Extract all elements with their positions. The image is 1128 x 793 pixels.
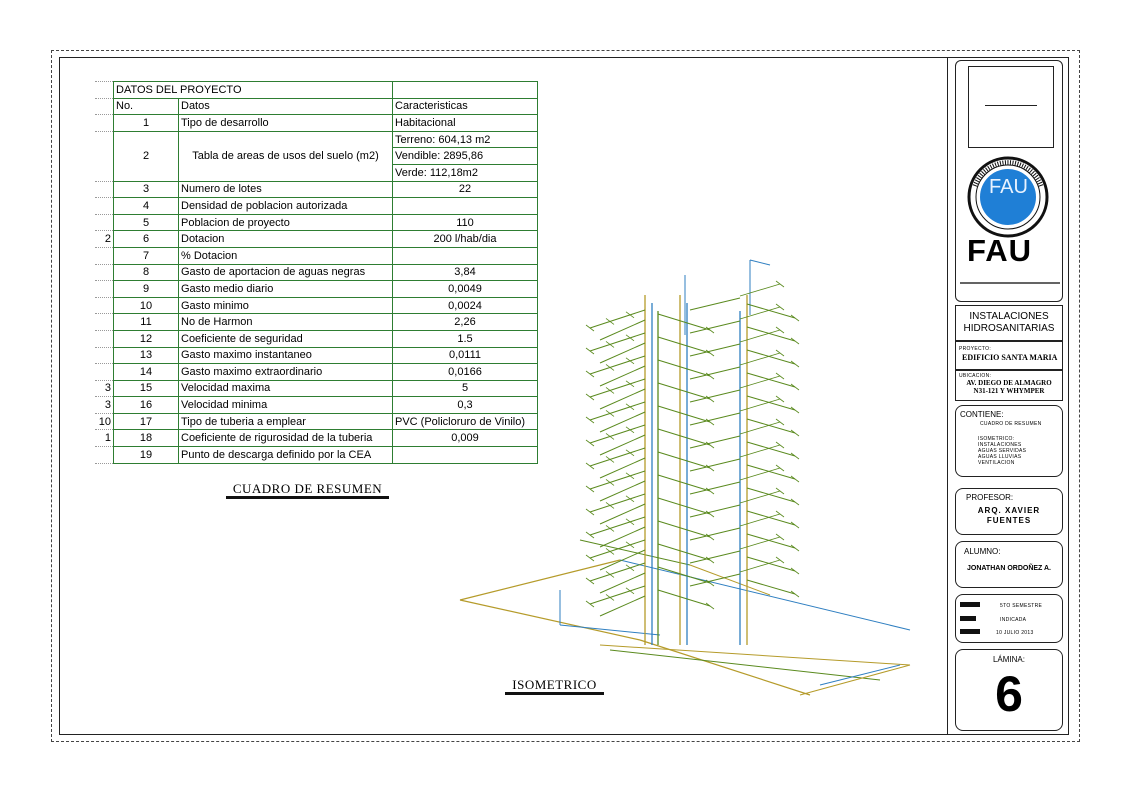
row-caracteristica: 3,84 <box>393 264 538 281</box>
fixture-mark <box>791 361 799 367</box>
table-row <box>95 198 538 215</box>
branch-pipe <box>690 298 740 310</box>
logo-fine-print <box>960 282 1060 284</box>
row-side-number <box>95 447 114 464</box>
row-dato: Velocidad minima <box>179 397 393 414</box>
fixture-mark <box>586 371 594 377</box>
branch-pipe <box>747 534 795 548</box>
branch-pipe <box>747 350 795 364</box>
row-no: 15 <box>114 380 179 397</box>
profesor-line-1: ARQ. XAVIER <box>977 506 1041 515</box>
branch-pipe <box>590 540 645 558</box>
row-caracteristica: 0,0024 <box>393 297 538 314</box>
branch-pipe <box>747 419 795 433</box>
fixture-mark <box>776 557 784 563</box>
ubicacion-line-2: N31-121 Y WHYMPER <box>973 387 1045 395</box>
branch-pipe <box>690 390 740 402</box>
row-side-number <box>95 281 114 298</box>
branch-pipe <box>590 310 645 328</box>
fixture-mark <box>586 348 594 354</box>
row-no: 13 <box>114 347 179 364</box>
table-row <box>95 231 538 248</box>
fixture-mark <box>606 479 614 485</box>
branch-pipe <box>658 406 710 422</box>
fixture-mark <box>776 327 784 333</box>
branch-pipe <box>747 511 795 525</box>
row-no: 9 <box>114 281 179 298</box>
branch-pipe <box>690 321 740 333</box>
row-no: 14 <box>114 364 179 381</box>
row-dato: Tipo de tuberia a emplear <box>179 413 393 430</box>
row-no: 10 <box>114 297 179 314</box>
contiene-item-3: INSTALACIONES <box>978 442 1022 448</box>
fixture-mark <box>776 419 784 425</box>
alumno-value: JONATHAN ORDOÑEZ A. <box>967 565 1051 572</box>
fixture-mark <box>791 338 799 344</box>
fixture-mark <box>706 603 714 609</box>
row-dato: Gasto maximo instantaneo <box>179 347 393 364</box>
fixture-mark <box>776 396 784 402</box>
row-caracteristica <box>393 198 538 215</box>
row-side-number: 3 <box>95 397 114 414</box>
table-row <box>95 181 538 198</box>
branch-pipe <box>690 482 740 494</box>
row-caracteristica: 0,0166 <box>393 364 538 381</box>
fixture-mark <box>606 594 614 600</box>
row-dato: Velocidad maxima <box>179 380 393 397</box>
base-pipe <box>460 600 640 640</box>
fixture-mark <box>606 456 614 462</box>
lamina-label: LÁMINA: <box>992 655 1025 664</box>
branch-pipe <box>658 429 710 445</box>
fixture-mark <box>586 509 594 515</box>
fixture-mark <box>776 350 784 356</box>
contiene-item-1: CUADRO DE RESUMEN <box>980 421 1042 427</box>
profesor-box <box>955 488 1063 535</box>
row-no: 17 <box>114 413 179 430</box>
fixture-mark <box>606 364 614 370</box>
seal-text: FAU <box>989 176 1028 198</box>
branch-pipe <box>690 413 740 425</box>
branch-pipe <box>747 488 795 502</box>
base-pipe <box>800 665 910 695</box>
fixture-mark <box>606 341 614 347</box>
title-block-separator <box>947 57 948 735</box>
table-row <box>95 115 538 132</box>
fixture-mark <box>791 315 799 321</box>
branch-pipe <box>740 399 780 411</box>
fixture-mark <box>626 427 634 433</box>
fixture-mark <box>626 588 634 594</box>
branch-pipe <box>747 396 795 410</box>
branch-pipe <box>658 452 710 468</box>
branch-pipe <box>740 491 780 503</box>
branch-pipe <box>747 327 795 341</box>
base-pipe <box>640 640 810 695</box>
row-no: 11 <box>114 314 179 331</box>
branch-pipe <box>590 356 645 374</box>
fixture-mark <box>606 525 614 531</box>
row-caracteristica: Verde: 112,18m2 <box>393 164 538 181</box>
fixture-mark <box>606 318 614 324</box>
fixture-mark <box>626 312 634 318</box>
fixture-mark <box>626 496 634 502</box>
branch-pipe <box>740 514 780 526</box>
row-dato: Tipo de desarrollo <box>179 115 393 132</box>
row-dato: Poblacion de proyecto <box>179 214 393 231</box>
branch-pipe <box>590 448 645 466</box>
fixture-mark <box>791 568 799 574</box>
row-caracteristica: 0,3 <box>393 397 538 414</box>
isometrico-caption: ISOMETRICO <box>512 677 597 692</box>
fixture-mark <box>586 394 594 400</box>
fixture-mark <box>776 373 784 379</box>
row-no: 1 <box>114 115 179 132</box>
branch-pipe <box>590 425 645 443</box>
row-no: 7 <box>114 247 179 264</box>
row-caracteristica: Habitacional <box>393 115 538 132</box>
contiene-box <box>955 405 1063 477</box>
lamina-box <box>955 649 1063 731</box>
row-caracteristica: 1.5 <box>393 330 538 347</box>
fixture-mark <box>586 463 594 469</box>
proyecto-label: PROYECTO: <box>959 346 992 352</box>
row-caracteristica: 0,0111 <box>393 347 538 364</box>
row-dato: No de Harmon <box>179 314 393 331</box>
row-no: 4 <box>114 198 179 215</box>
row-dato: Dotacion <box>179 231 393 248</box>
row-dato: Gasto medio diario <box>179 281 393 298</box>
branch-pipe <box>590 379 645 397</box>
branch-pipe <box>740 422 780 434</box>
row-side-number <box>95 198 114 215</box>
fixture-mark <box>586 555 594 561</box>
row-caracteristica: 2,26 <box>393 314 538 331</box>
branch-pipe <box>590 517 645 535</box>
branch-pipe <box>747 557 795 571</box>
row-side-number <box>95 364 114 381</box>
base-pipe <box>620 560 910 630</box>
fixture-mark <box>791 453 799 459</box>
fixture-mark <box>626 404 634 410</box>
fixture-mark <box>791 476 799 482</box>
branch-pipe <box>658 498 710 514</box>
branch-pipe <box>690 459 740 471</box>
branch-pipe <box>590 494 645 512</box>
branch-pipe <box>740 468 780 480</box>
table-row <box>95 131 538 148</box>
branch-pipe <box>740 537 780 549</box>
row-side-number: 2 <box>95 231 114 248</box>
row-side-number <box>95 214 114 231</box>
row-side-number <box>95 314 114 331</box>
row-side-number <box>95 131 114 181</box>
vent-pipe <box>750 260 770 265</box>
fixture-mark <box>586 325 594 331</box>
fau-logo-text: FAU <box>967 233 1032 268</box>
table-columns-row <box>95 98 538 115</box>
branch-pipe <box>690 551 740 563</box>
branch-pipe <box>658 544 710 560</box>
row-caracteristica: 5 <box>393 380 538 397</box>
fixture-mark <box>586 578 594 584</box>
row-no: 16 <box>114 397 179 414</box>
alumno-label: ALUMNO: <box>964 547 1001 556</box>
resumen-caption: CUADRO DE RESUMEN <box>232 481 383 496</box>
contiene-item-2: ISOMETRICO: <box>978 436 1015 442</box>
base-pipe <box>600 645 910 665</box>
fixture-mark <box>626 358 634 364</box>
row-dato: Densidad de poblacion autorizada <box>179 198 393 215</box>
row-dato: Punto de descarga definido por la CEA <box>179 447 393 464</box>
row-no: 5 <box>114 214 179 231</box>
row-side-number <box>95 115 114 132</box>
row-dato: Coeficiente de seguridad <box>179 330 393 347</box>
fixture-mark <box>791 384 799 390</box>
branch-pipe <box>690 528 740 540</box>
ubicacion-label: UBICACION: <box>959 373 992 379</box>
iso-risers <box>645 260 770 645</box>
fixture-mark <box>776 511 784 517</box>
column-header-datos: Datos <box>179 98 393 115</box>
fixture-mark <box>776 304 784 310</box>
branch-pipe <box>590 471 645 489</box>
branch-pipe <box>690 344 740 356</box>
branch-pipe <box>690 574 740 586</box>
fixture-mark <box>776 442 784 448</box>
column-header-no: No. <box>114 98 179 115</box>
ubicacion-line-1: AV. DIEGO DE ALMAGRO <box>966 379 1052 387</box>
fixture-mark <box>776 534 784 540</box>
row-side-number <box>95 181 114 198</box>
row-side-number: 3 <box>95 380 114 397</box>
fixture-mark <box>586 601 594 607</box>
fixture-mark <box>626 381 634 387</box>
info-box <box>955 594 1063 643</box>
alumno-box <box>955 541 1063 588</box>
branch-pipe <box>740 307 780 319</box>
ubicacion-box <box>955 370 1063 401</box>
branch-pipe <box>658 590 710 606</box>
fixture-mark <box>776 488 784 494</box>
lamina-number: 6 <box>995 666 1023 722</box>
branch-pipe <box>740 560 780 572</box>
branch-pipe <box>690 505 740 517</box>
branch-pipe <box>740 445 780 457</box>
branch-pipe <box>740 376 780 388</box>
row-dato: Gasto de aportacion de aguas negras <box>179 264 393 281</box>
info-escala: INDICADA <box>1000 617 1027 623</box>
row-side-number <box>95 330 114 347</box>
fixture-mark <box>586 486 594 492</box>
fixture-mark <box>791 545 799 551</box>
subject-box <box>955 305 1063 341</box>
row-caracteristica: 0,009 <box>393 430 538 447</box>
info-fecha: 10 JULIO 2013 <box>996 630 1034 636</box>
branch-pipe <box>740 353 780 365</box>
row-dato: Gasto maximo extraordinario <box>179 364 393 381</box>
branch-pipe <box>658 475 710 491</box>
fixture-mark <box>586 532 594 538</box>
row-no: 2 <box>114 131 179 181</box>
contiene-item-4: AGUAS SERVIDAS <box>978 448 1027 454</box>
fixture-mark <box>791 522 799 528</box>
resumen-underline <box>226 496 389 499</box>
fixture-mark <box>626 519 634 525</box>
row-dato: Tabla de areas de usos del suelo (m2) <box>179 131 393 181</box>
row-caracteristica: 0,0049 <box>393 281 538 298</box>
branch-pipe <box>747 373 795 387</box>
branch-pipe <box>658 521 710 537</box>
row-no: 19 <box>114 447 179 464</box>
isometrico-underline <box>505 692 604 695</box>
fixture-mark <box>626 450 634 456</box>
branch-pipe <box>658 383 710 399</box>
row-no: 8 <box>114 264 179 281</box>
row-side-number <box>95 247 114 264</box>
contiene-label: CONTIENE: <box>960 410 1004 419</box>
row-dato: Numero de lotes <box>179 181 393 198</box>
branch-pipe <box>740 284 780 296</box>
fixture-mark <box>791 591 799 597</box>
row-dato: Gasto minimo <box>179 297 393 314</box>
row-dato: Coeficiente de rigurosidad de la tuberia <box>179 430 393 447</box>
fixture-mark <box>626 335 634 341</box>
row-no: 6 <box>114 231 179 248</box>
branch-pipe <box>740 330 780 342</box>
profesor-label: PROFESOR: <box>966 493 1014 502</box>
proyecto-box <box>955 341 1063 370</box>
branch-pipe <box>658 314 710 330</box>
branch-pipe <box>747 304 795 318</box>
fixture-mark <box>626 542 634 548</box>
fixture-mark <box>626 565 634 571</box>
table-title: DATOS DEL PROYECTO <box>114 82 393 99</box>
fixture-mark <box>586 440 594 446</box>
branch-pipe <box>747 442 795 456</box>
branch-pipe <box>690 367 740 379</box>
fixture-mark <box>791 407 799 413</box>
branch-pipe <box>658 337 710 353</box>
isometric-drawing <box>440 255 940 700</box>
row-caracteristica: 22 <box>393 181 538 198</box>
row-side-number: 1 <box>95 430 114 447</box>
branch-pipe <box>590 333 645 351</box>
branch-pipe <box>590 586 645 604</box>
row-no: 12 <box>114 330 179 347</box>
subject-text: INSTALACIONES HIDROSANITARIAS <box>963 311 1055 334</box>
row-side-number <box>95 264 114 281</box>
fixture-mark <box>606 571 614 577</box>
branch-pipe <box>690 436 740 448</box>
fixture-mark <box>606 387 614 393</box>
row-caracteristica: PVC (Policloruro de Vinilo) <box>393 413 538 430</box>
fixture-mark <box>606 433 614 439</box>
row-caracteristica: 200 l/hab/dia <box>393 231 538 248</box>
row-dato: % Dotacion <box>179 247 393 264</box>
branch-pipe <box>747 465 795 479</box>
proyecto-value: EDIFICIO SANTA MARIA <box>962 353 1058 362</box>
row-side-number <box>95 297 114 314</box>
fixture-mark <box>776 281 784 287</box>
fixture-mark <box>776 465 784 471</box>
table-row <box>95 214 538 231</box>
fixture-mark <box>586 417 594 423</box>
row-caracteristica: Vendible: 2895,86 <box>393 148 538 165</box>
branch-pipe <box>658 360 710 376</box>
fau-seal <box>967 156 1049 238</box>
row-side-number: 10 <box>95 413 114 430</box>
info-semestre: 5TO SEMESTRE <box>1000 603 1043 609</box>
fixture-mark <box>626 473 634 479</box>
fixture-mark <box>606 548 614 554</box>
row-no: 18 <box>114 430 179 447</box>
branch-pipe <box>590 402 645 420</box>
column-header-caracteristicas: Caracteristicas <box>393 98 538 115</box>
fixture-mark <box>791 430 799 436</box>
fixture-mark <box>606 502 614 508</box>
contiene-item-6: VENTILACION <box>978 460 1015 466</box>
iso-base-network <box>460 540 910 695</box>
contiene-item-5: AGUAS LLUVIAS <box>978 454 1022 460</box>
stamp-box <box>968 66 1054 148</box>
fixture-mark <box>606 410 614 416</box>
row-side-number <box>95 347 114 364</box>
base-pipe <box>460 560 620 600</box>
table-header-row <box>95 82 538 99</box>
row-caracteristica: Terreno: 604,13 m2 <box>393 131 538 148</box>
row-caracteristica: 110 <box>393 214 538 231</box>
fixture-mark <box>791 499 799 505</box>
profesor-line-2: FUENTES <box>986 516 1032 525</box>
row-no: 3 <box>114 181 179 198</box>
